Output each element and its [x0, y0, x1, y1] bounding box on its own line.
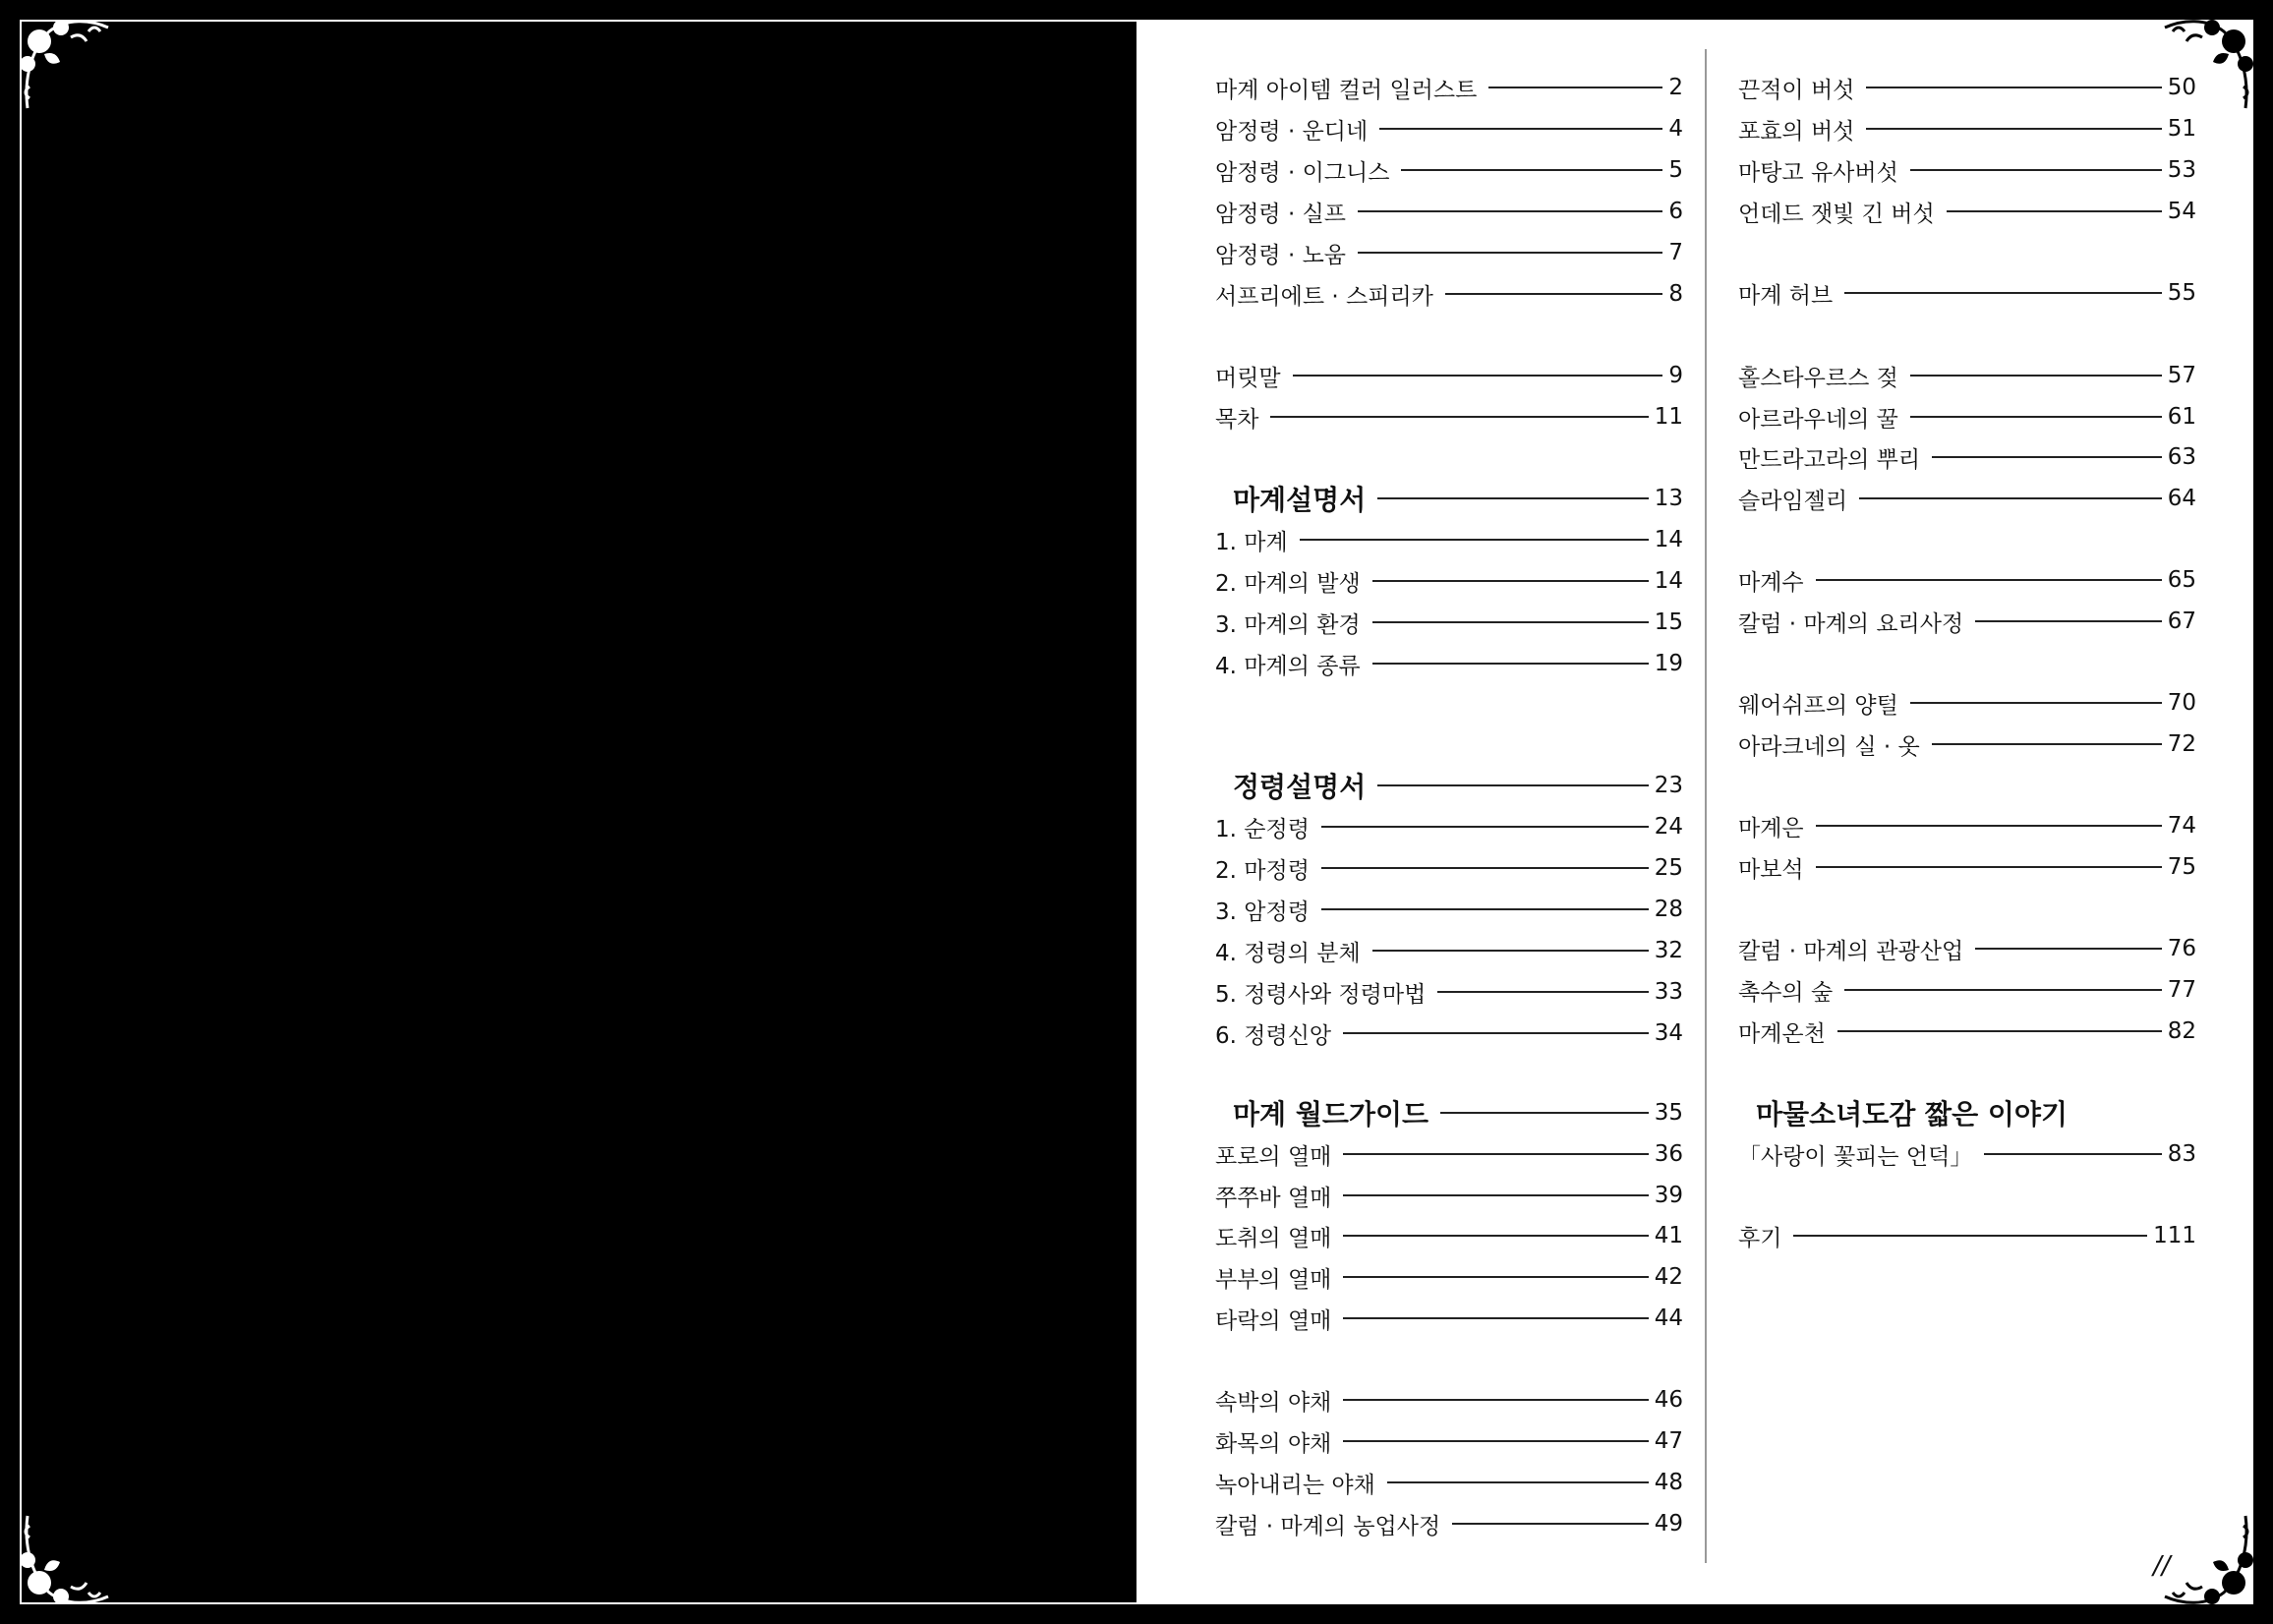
- left-black-page: [22, 22, 1136, 1602]
- toc-entry: [1738, 355, 2196, 396]
- toc-leader: [1440, 1112, 1649, 1114]
- toc-page-number: 42: [1654, 1264, 1683, 1290]
- toc-label: 화목의 야채: [1215, 1430, 1332, 1457]
- toc-leader: [1372, 621, 1649, 623]
- toc-entry: [1215, 519, 1683, 560]
- toc-entry: [1738, 191, 2196, 232]
- toc-page-number: 9: [1668, 363, 1683, 388]
- toc-leader: [1488, 87, 1662, 88]
- toc-leader: [1401, 169, 1662, 171]
- toc-page-number: 75: [2167, 854, 2196, 880]
- toc-page-number: 55: [2167, 280, 2196, 306]
- toc-entry: [1215, 1175, 1683, 1216]
- toc-entry: [1738, 436, 2196, 478]
- toc-entry: [1215, 232, 1683, 273]
- toc-leader: [1984, 1153, 2161, 1155]
- toc-leader: [1452, 1523, 1649, 1525]
- toc-page-number: 82: [2167, 1018, 2196, 1044]
- toc-entry: [1215, 930, 1683, 971]
- toc-section-heading: [1233, 478, 1683, 519]
- toc-leader: [1372, 663, 1649, 665]
- corner-ornament-icon: [2155, 1506, 2263, 1614]
- toc-page-number: 57: [2167, 363, 2196, 388]
- toc-label: 언데드 잿빛 긴 버섯: [1738, 201, 1935, 227]
- toc-entry: [1215, 1503, 1683, 1544]
- toc-label: 부부의 열매: [1215, 1266, 1332, 1293]
- toc-entry: [1215, 191, 1683, 232]
- toc-label: 속박의 야채: [1215, 1389, 1332, 1416]
- toc-entry: [1738, 1215, 2196, 1256]
- toc-page-number: 23: [1654, 773, 1683, 798]
- toc-section-heading: [1756, 1092, 2196, 1133]
- toc-label: 마계 아이템 컬러 일러스트: [1215, 77, 1478, 103]
- toc-page-number: 61: [2167, 404, 2196, 430]
- toc-heading-label: 마계설명서: [1233, 484, 1367, 516]
- toc-leader: [1377, 497, 1648, 499]
- toc-leader: [1932, 743, 2162, 745]
- toc-leader: [1372, 580, 1649, 582]
- toc-leader: [1343, 1440, 1648, 1442]
- toc-entry: [1738, 928, 2196, 969]
- toc-entry: [1215, 847, 1683, 889]
- toc-page-number: 2: [1668, 75, 1683, 100]
- toc-label: 쭈쭈바 열매: [1215, 1185, 1332, 1211]
- toc-page-number: 48: [1654, 1470, 1683, 1495]
- toc-label: 녹아내리는 야채: [1215, 1472, 1375, 1498]
- toc-entry: [1215, 67, 1683, 108]
- toc-label: 2. 마계의 발생: [1215, 570, 1361, 597]
- toc-page-number: 53: [2167, 157, 2196, 183]
- toc-leader: [1910, 375, 2162, 377]
- toc-label: 3. 마계의 환경: [1215, 611, 1361, 638]
- toc-page-number: 77: [2167, 977, 2196, 1003]
- toc-entry: [1215, 355, 1683, 396]
- toc-leader: [1293, 375, 1663, 377]
- toc-page-number: 50: [2167, 75, 2196, 100]
- toc-entry: [1215, 971, 1683, 1013]
- toc-leader: [1300, 539, 1649, 541]
- toc-page-number: 5: [1668, 157, 1683, 183]
- toc-label: 포효의 버섯: [1738, 118, 1855, 145]
- toc-leader: [1816, 579, 2162, 581]
- toc-label: 마탕고 유사버섯: [1738, 159, 1898, 186]
- toc-entry: [1738, 272, 2196, 314]
- toc-page-number: 34: [1654, 1020, 1683, 1046]
- toc-leader: [1343, 1194, 1648, 1196]
- toc-entry: [1738, 478, 2196, 519]
- toc-label: 3. 암정령: [1215, 899, 1310, 925]
- toc-page-number: 25: [1654, 855, 1683, 881]
- toc-page-number: 72: [2167, 731, 2196, 757]
- toc-entry: [1215, 149, 1683, 191]
- toc-label: 6. 정령신앙: [1215, 1022, 1332, 1049]
- toc-label: 암정령 · 실프: [1215, 201, 1347, 227]
- toc-page-number: 11: [1654, 404, 1683, 430]
- toc-leader: [1377, 784, 1648, 786]
- toc-label: 슬라임젤리: [1738, 488, 1848, 514]
- toc-entry: [1738, 846, 2196, 888]
- toc-heading-label: 마계 월드가이드: [1233, 1098, 1429, 1131]
- toc-entry: [1738, 559, 2196, 601]
- toc-entry: [1738, 1133, 2196, 1175]
- toc-section-heading: [1233, 1092, 1683, 1133]
- toc-entry: [1738, 682, 2196, 724]
- page-scribble: //: [2153, 1551, 2171, 1581]
- toc-page-number: 6: [1668, 199, 1683, 224]
- toc-page-number: 74: [2167, 813, 2196, 839]
- toc-page-number: 51: [2167, 116, 2196, 142]
- toc-leader: [1270, 416, 1648, 418]
- toc-label: 목차: [1215, 406, 1259, 433]
- toc-entry: [1215, 1421, 1683, 1462]
- toc-entry: [1215, 1379, 1683, 1421]
- toc-leader: [1947, 210, 2162, 212]
- toc-page-number: 46: [1654, 1387, 1683, 1413]
- toc-label: 칼럼 · 마계의 관광산업: [1738, 938, 1964, 964]
- corner-ornament-icon: [10, 10, 118, 118]
- toc-page-number: 47: [1654, 1428, 1683, 1454]
- toc-page-number: 4: [1668, 116, 1683, 142]
- toc-entry: [1738, 969, 2196, 1011]
- toc-leader: [1859, 497, 2162, 499]
- toc-entry: [1738, 396, 2196, 437]
- toc-leader: [1932, 456, 2162, 458]
- toc-page-number: 54: [2167, 199, 2196, 224]
- toc-heading-label: 마물소녀도감 짧은 이야기: [1756, 1098, 2069, 1131]
- toc-entry: [1215, 273, 1683, 315]
- toc-entry: [1738, 601, 2196, 642]
- toc-label: 마계은: [1738, 815, 1804, 841]
- toc-entry: [1215, 889, 1683, 930]
- toc-page-number: 49: [1654, 1511, 1683, 1537]
- toc-leader: [1379, 128, 1662, 130]
- toc-label: 서프리에트 · 스피리카: [1215, 283, 1433, 310]
- corner-ornament-icon: [10, 1506, 118, 1614]
- toc-label: 암정령 · 이그니스: [1215, 159, 1390, 186]
- toc-leader: [1321, 826, 1649, 828]
- toc-leader: [1343, 1399, 1648, 1401]
- toc-entry: [1738, 67, 2196, 108]
- toc-entry: [1738, 724, 2196, 765]
- toc-leader: [1910, 702, 2162, 704]
- toc-leader: [1816, 866, 2162, 868]
- toc-page-number: 14: [1654, 527, 1683, 552]
- toc-label: 웨어쉬프의 양털: [1738, 692, 1898, 719]
- toc-leader: [1387, 1481, 1649, 1483]
- toc-leader: [1343, 1235, 1648, 1237]
- toc-label: 끈적이 버섯: [1738, 77, 1855, 103]
- toc-label: 타락의 열매: [1215, 1307, 1332, 1334]
- toc-page-number: 63: [2167, 444, 2196, 470]
- toc-leader: [1445, 293, 1662, 295]
- toc-page-number: 8: [1668, 281, 1683, 307]
- toc-leader: [1793, 1235, 2147, 1237]
- toc-page-number: 83: [2167, 1141, 2196, 1167]
- toc-label: 마계온천: [1738, 1020, 1826, 1047]
- toc-label: 포로의 열매: [1215, 1143, 1332, 1170]
- toc-leader: [1910, 169, 2162, 171]
- toc-page-number: 36: [1654, 1141, 1683, 1167]
- toc-label: 후기: [1738, 1225, 1782, 1251]
- toc-entry: [1215, 1462, 1683, 1503]
- toc-page-number: 13: [1654, 486, 1683, 511]
- toc-page-number: 67: [2167, 609, 2196, 634]
- toc-label: 마계수: [1738, 569, 1804, 596]
- toc-entry: [1215, 1133, 1683, 1175]
- toc-entry: [1215, 1298, 1683, 1339]
- toc-leader: [1358, 252, 1662, 254]
- toc-leader: [1343, 1032, 1649, 1034]
- toc-leader: [1844, 989, 2162, 991]
- toc-label: 4. 정령의 분체: [1215, 940, 1361, 966]
- toc-page-number: 44: [1654, 1305, 1683, 1331]
- toc-leader: [1837, 1030, 2162, 1032]
- toc-leader: [1975, 948, 2162, 950]
- toc-label: 칼럼 · 마계의 농업사정: [1215, 1513, 1441, 1539]
- toc-page-number: 15: [1654, 609, 1683, 635]
- toc-entry: [1215, 1013, 1683, 1054]
- toc-page-number: 65: [2167, 567, 2196, 593]
- toc-page-number: 76: [2167, 936, 2196, 961]
- toc-leader: [1343, 1153, 1648, 1155]
- toc-entry: [1215, 560, 1683, 602]
- toc-page-number: 32: [1654, 938, 1683, 963]
- toc-entry: [1215, 1256, 1683, 1298]
- toc-section-heading: [1233, 765, 1683, 806]
- toc-label: 촉수의 숲: [1738, 979, 1834, 1006]
- toc-label: 만드라고라의 뿌리: [1738, 446, 1921, 473]
- toc-page-number: 28: [1654, 897, 1683, 922]
- toc-label: 암정령 · 노움: [1215, 242, 1347, 268]
- toc-leader: [1975, 620, 2162, 622]
- toc-leader: [1910, 416, 2162, 418]
- toc-entry: [1215, 396, 1683, 437]
- toc-entry: [1215, 1215, 1683, 1256]
- toc-page-number: 111: [2153, 1223, 2196, 1248]
- toc-entry: [1738, 108, 2196, 149]
- toc-leader: [1372, 950, 1649, 952]
- toc-label: 1. 순정령: [1215, 816, 1310, 842]
- toc-leader: [1358, 210, 1662, 212]
- toc-label: 마계 허브: [1738, 282, 1834, 309]
- toc-page-number: 70: [2167, 690, 2196, 716]
- toc-leader: [1844, 292, 2162, 294]
- toc-page-number: 35: [1654, 1100, 1683, 1126]
- toc-label: 칼럼 · 마계의 요리사정: [1738, 610, 1964, 637]
- toc-leader: [1816, 825, 2162, 827]
- toc-label: 홀스타우르스 젖: [1738, 365, 1898, 391]
- column-divider: [1705, 49, 1707, 1563]
- toc-label: 「사랑이 꽃피는 언덕」: [1738, 1143, 1973, 1170]
- toc-entry: [1215, 806, 1683, 847]
- toc-label: 아르라우네의 꿀: [1738, 406, 1898, 433]
- toc-page-number: 39: [1654, 1183, 1683, 1208]
- toc-label: 2. 마정령: [1215, 857, 1310, 884]
- toc-leader: [1343, 1276, 1648, 1278]
- toc-label: 5. 정령사와 정령마법: [1215, 981, 1427, 1008]
- toc-page-number: 64: [2167, 486, 2196, 511]
- toc-label: 아라크네의 실 · 옷: [1738, 733, 1920, 760]
- toc-label: 도취의 열매: [1215, 1225, 1332, 1251]
- toc-leader: [1866, 128, 2161, 130]
- toc-label: 1. 마계: [1215, 529, 1288, 555]
- toc-leader: [1343, 1317, 1648, 1319]
- toc-entry: [1738, 805, 2196, 846]
- toc-leader: [1321, 867, 1649, 869]
- toc-entry: [1738, 1011, 2196, 1052]
- toc-label: 암정령 · 운디네: [1215, 118, 1369, 145]
- toc-page-number: 24: [1654, 814, 1683, 840]
- toc-page-number: 33: [1654, 979, 1683, 1005]
- toc-page-number: 14: [1654, 568, 1683, 594]
- toc-leader: [1437, 991, 1648, 993]
- toc-entry: [1215, 643, 1683, 684]
- toc-leader: [1321, 908, 1649, 910]
- toc-label: 마보석: [1738, 856, 1804, 883]
- toc-page-number: 41: [1654, 1223, 1683, 1248]
- toc-page-number: 7: [1668, 240, 1683, 265]
- toc-entry: [1738, 149, 2196, 191]
- toc-page-number: 19: [1654, 651, 1683, 676]
- toc-heading-label: 정령설명서: [1233, 771, 1367, 803]
- toc-entry: [1215, 602, 1683, 643]
- toc-label: 머릿말: [1215, 365, 1281, 391]
- toc-entry: [1215, 108, 1683, 149]
- toc-label: 4. 마계의 종류: [1215, 653, 1361, 679]
- toc-leader: [1866, 87, 2161, 88]
